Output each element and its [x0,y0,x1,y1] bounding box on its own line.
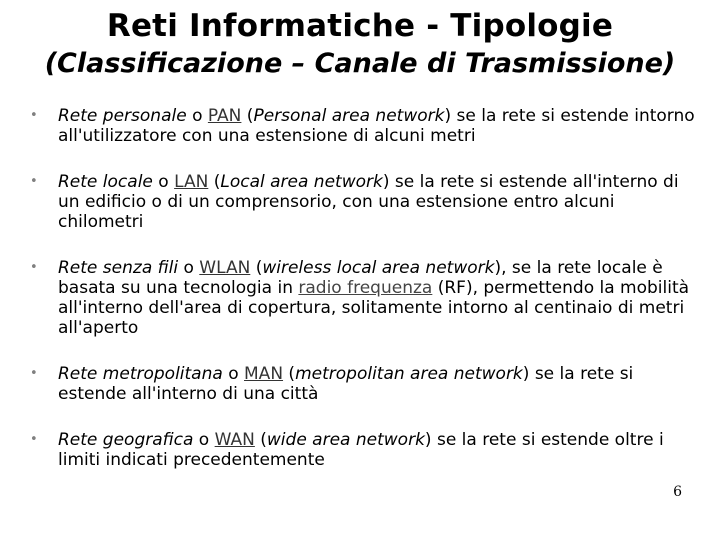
paren-open: ( [250,258,263,278]
connector: o [152,172,175,192]
abbr-link-lan[interactable]: LAN [174,172,209,192]
paren-close: ) [444,106,452,126]
bullet-item-pan [28,106,698,146]
long-name: wide area network [266,430,425,450]
bullet-marker: • [30,174,38,189]
paren-open: ( [241,106,254,126]
paren-close: ) [494,258,502,278]
bullet-item-man [28,364,698,404]
long-name: Personal area network [253,106,445,126]
paren-close: ) [382,172,390,192]
paren-open: ( [283,364,296,384]
radio-frequency-link[interactable]: radio frequenza [298,278,433,298]
abbr-link-pan[interactable]: PAN [207,106,242,126]
network-term: Rete senza fili [58,258,179,278]
long-name: Local area network [220,172,383,192]
bullet-list [28,106,698,496]
page-number: 6 [673,484,682,500]
description: (RF), permettendo la mobilità all'interno dell'area di copertura, solitamente intorno al centinaio di metri all'aperto [58,278,690,338]
network-term: Rete geografica [58,430,194,450]
description: se la rete si estende oltre i limiti indicati precedentemente [58,430,664,470]
bullet-item-wan [28,430,698,470]
bullet-item-lan [28,172,698,232]
description: , se la rete locale è basata su una tecnologia in [58,258,663,298]
bullet-marker: • [30,260,38,275]
paren-close: ) [424,430,432,450]
paren-open: ( [208,172,221,192]
network-term: Rete metropolitana [58,364,223,384]
long-name: metropolitan area network [295,364,523,384]
paren-close: ) [522,364,530,384]
description: se la rete si estende intorno all'utilizzatore con una estensione di alcuni metri [58,106,695,146]
bullet-item-wlan [28,258,698,338]
bullet-marker: • [30,432,38,447]
bullet-marker: • [30,108,38,123]
description: se la rete si estende all'interno di un edificio o di un comprensorio, con una estensione entro alcuni chilometri [58,172,679,232]
network-term: Rete locale [58,172,153,192]
description: se la rete si estende all'interno di una città [58,364,634,404]
abbr-link-wan[interactable]: WAN [214,430,255,450]
slide-title: Reti Informatiche - Tipologie [106,8,614,44]
connector: o [178,258,200,278]
abbr-link-man[interactable]: MAN [244,364,284,384]
connector: o [186,106,208,126]
long-name: wireless local area network [262,258,495,278]
abbr-link-wlan[interactable]: WLAN [199,258,251,278]
bullet-marker: • [30,366,38,381]
network-term: Rete personale [58,106,187,126]
connector: o [222,364,245,384]
slide-subtitle: (Classificazione – Canale di Trasmissione) [44,48,676,79]
paren-open: ( [254,430,267,450]
connector: o [193,430,215,450]
